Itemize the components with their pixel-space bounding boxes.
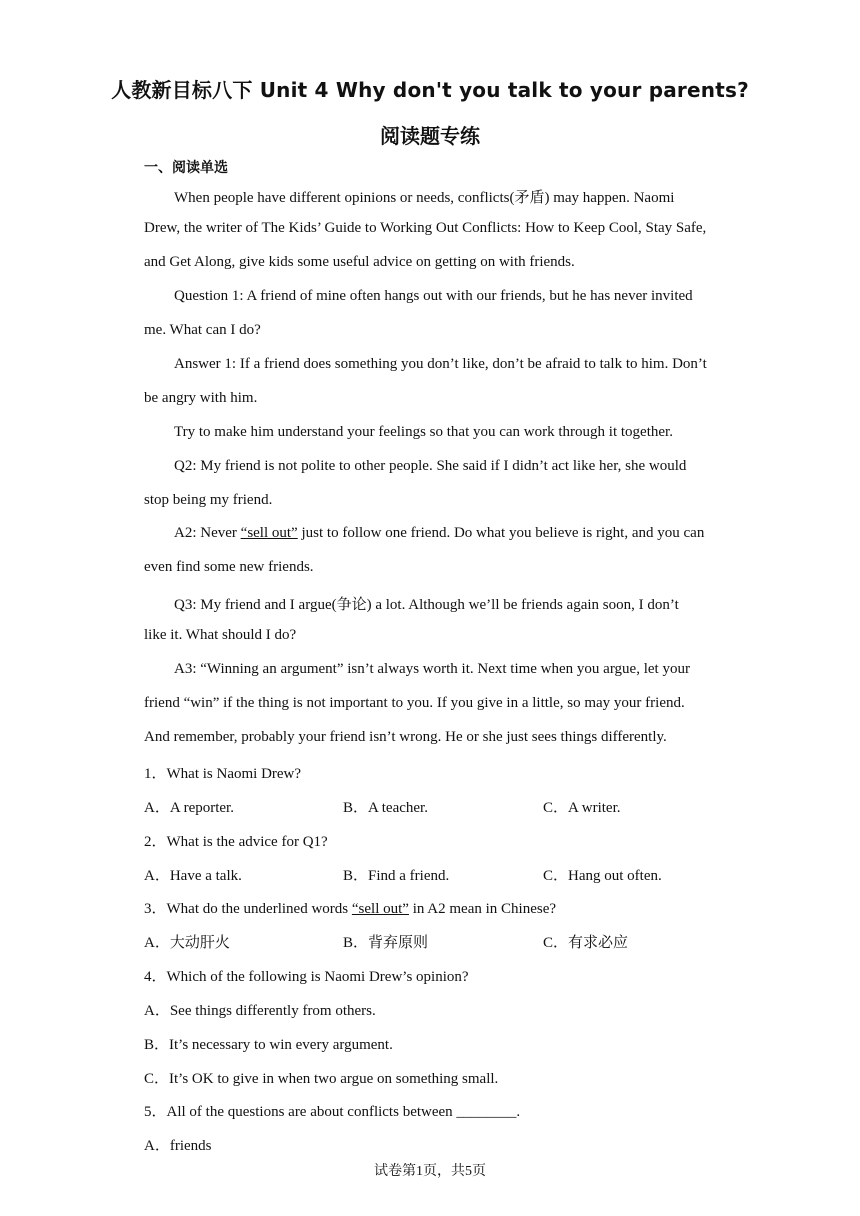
option-a[interactable]: A．A reporter. (144, 800, 234, 816)
question-stem: 4．Which of the following is Naomi Drew’s opinion? (144, 969, 469, 985)
passage-line: friend “win” if the thing is not important to you. If you give in a little, so may your friend. (144, 695, 685, 711)
option-b[interactable]: B．A teacher. (343, 800, 428, 816)
passage-line: Q2: My friend is not polite to other people. She said if I didn’t act like her, she would (174, 458, 687, 474)
passage-line: Q3: My friend and I argue(争论) a lot. Although we’ll be friends again soon, I don’t (174, 597, 679, 613)
underlined-phrase: “sell out” (351, 901, 409, 917)
question-stem: 2．What is the advice for Q1? (144, 834, 328, 850)
question-stem: 5．All of the questions are about conflicts between ________. (144, 1104, 521, 1120)
passage-line: be angry with him. (144, 390, 258, 406)
passage-line: me. What can I do? (144, 322, 261, 338)
option-a[interactable]: A．friends (144, 1138, 212, 1154)
option-a[interactable]: A．Have a talk. (144, 868, 242, 884)
question-stem (144, 897, 556, 918)
text-run: in A2 mean in Chinese? (408, 901, 557, 917)
option-b[interactable]: B．It’s necessary to win every argument. (144, 1037, 393, 1053)
text-run: A2: Never (174, 525, 241, 541)
option-c[interactable]: C．有求必应 (543, 935, 629, 951)
text-run: 3．What do the underlined words (144, 901, 352, 917)
passage-line: Answer 1: If a friend does something you don’t like, don’t be afraid to talk to him. Don’t (174, 356, 707, 372)
option-a[interactable]: A．See things differently from others. (144, 1003, 376, 1019)
option-c[interactable]: C．It’s OK to give in when two argue on something small. (144, 1071, 499, 1087)
passage-line: stop being my friend. (144, 492, 273, 508)
passage-line: and Get Along, give kids some useful advice on getting on with friends. (144, 254, 575, 270)
passage-line: And remember, probably your friend isn’t wrong. He or she just sees things differently. (144, 729, 667, 745)
option-b[interactable]: B．Find a friend. (343, 868, 450, 884)
page-title: 人教新目标八下 Unit 4 Why don't you talk to your parents? (111, 78, 749, 102)
passage-line: When people have different opinions or needs, conflicts(矛盾) may happen. Naomi (174, 190, 675, 206)
passage-line (174, 525, 704, 542)
passage-line: like it. What should I do? (144, 627, 297, 643)
underlined-phrase: “sell out” (240, 525, 298, 541)
section-heading: 一、阅读单选 (144, 160, 228, 176)
option-b[interactable]: B．背弃原则 (343, 935, 429, 951)
passage-line: Question 1: A friend of mine often hangs out with our friends, but he has never invited (174, 288, 693, 304)
option-c[interactable]: C．A writer. (543, 800, 621, 816)
page-subtitle: 阅读题专练 (380, 124, 480, 148)
page-footer: 试卷第1页，共5页 (374, 1164, 486, 1179)
passage-line: A3: “Winning an argument” isn’t always worth it. Next time when you argue, let your (174, 661, 690, 677)
option-c[interactable]: C．Hang out often. (543, 868, 662, 884)
passage-line: even find some new friends. (144, 559, 314, 575)
passage-line: Try to make him understand your feelings so that you can work through it together. (174, 424, 673, 440)
text-run: just to follow one friend. Do what you believe is right, and you can (297, 525, 705, 541)
passage-line: Drew, the writer of The Kids’ Guide to Working Out Conflicts: How to Keep Cool, Stay Safe, (144, 220, 707, 236)
question-stem: 1．What is Naomi Drew? (144, 766, 302, 782)
option-a[interactable]: A．大动肝火 (144, 935, 230, 951)
